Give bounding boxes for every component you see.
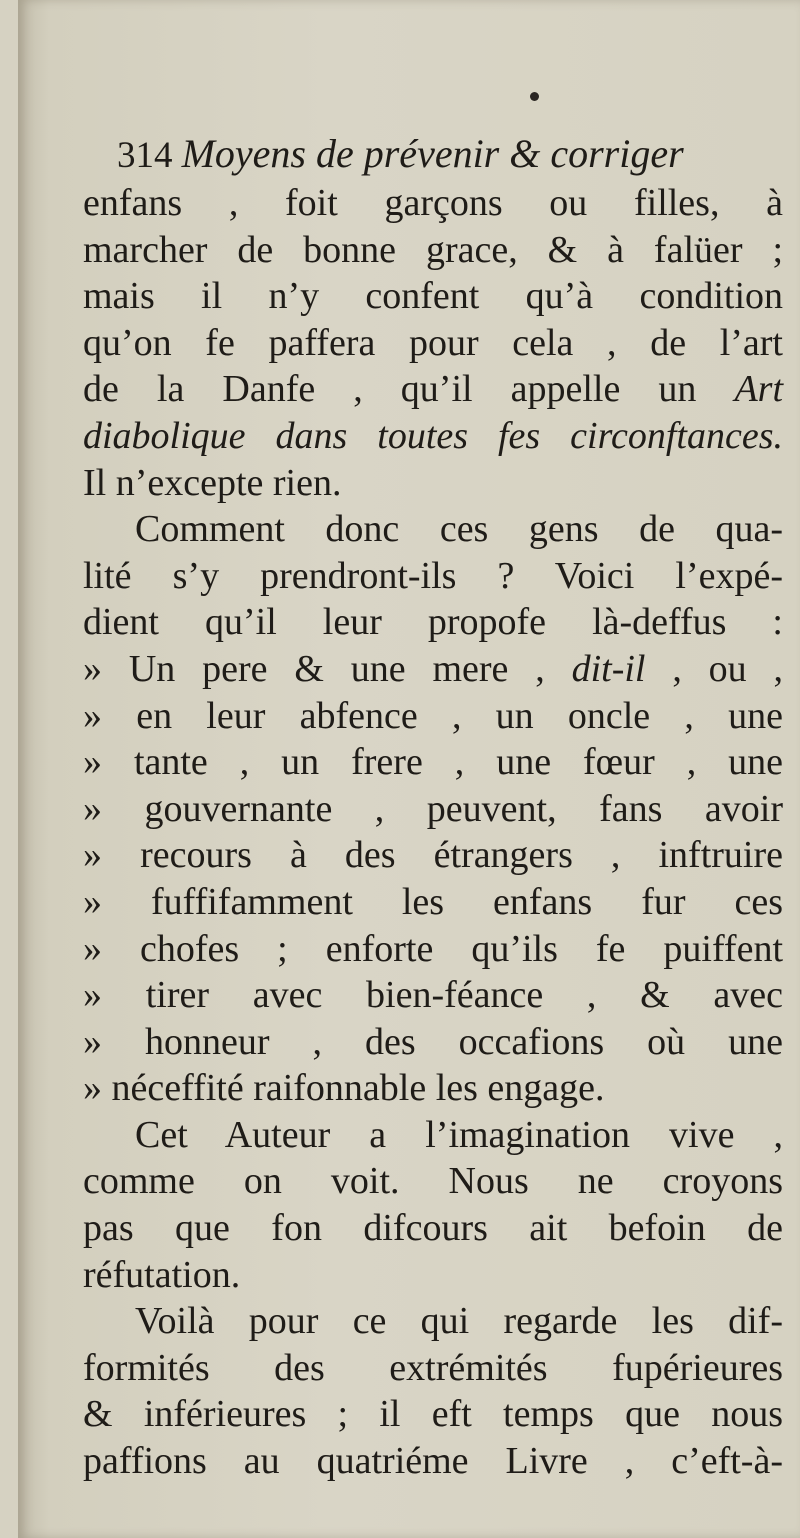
text-line: comme on voit. Nous ne croyons	[83, 1160, 783, 1203]
text-line: qu’on fe paffera pour cela , de l’art	[83, 321, 783, 364]
text-line: diabolique dans toutes fes circonftances.	[83, 414, 783, 457]
paragraph-first-line: Voilà pour ce qui regarde les dif-	[135, 1300, 783, 1343]
quoted-line: » tante , un frere , une fœur , une	[83, 741, 783, 784]
body-text	[83, 180, 783, 1485]
text-line: enfans , foit garçons ou filles, à	[83, 182, 783, 224]
quoted-line: » fuffifamment les enfans fur ces	[83, 880, 783, 923]
text-line: réfutation.	[83, 1253, 241, 1296]
text-line: & inférieures ; il eft temps que nous	[83, 1393, 783, 1436]
quoted-line: » néceffité raifonnable les engage.	[83, 1067, 605, 1110]
quoted-line: » chofes ; enforte qu’ils fe puiffent	[83, 927, 783, 970]
text-line: dient qu’il leur propofe là-deffus :	[83, 601, 783, 644]
quoted-line: » tirer avec bien-féance , & avec	[83, 974, 783, 1017]
quoted-line: » Un pere & une mere , dit-il , ou ,	[83, 647, 784, 690]
text-line: pas que fon difcours ait befoin de	[83, 1207, 783, 1250]
ink-dot	[530, 92, 539, 101]
text-line: mais il n’y confent qu’à condition	[83, 275, 783, 318]
text-line: marcher de bonne grace, & à falüer ;	[83, 228, 783, 271]
text-line: formités des extrémités fupérieures	[83, 1346, 783, 1389]
quoted-line: » recours à des étrangers , inftruire	[83, 834, 783, 877]
page-number: 314	[117, 135, 173, 176]
text-line: paffions au quatriéme Livre , c’eft-à-	[83, 1440, 783, 1483]
running-title: Moyens de prévenir & corriger	[181, 131, 684, 176]
text-line: Il n’excepte rien.	[83, 461, 342, 504]
quoted-line: » en leur abfence , un oncle , une	[83, 694, 783, 737]
paragraph-first-line: Cet Auteur a l’imagination vive ,	[135, 1113, 783, 1156]
quoted-line: » honneur , des occafions où une	[83, 1020, 783, 1063]
quoted-line: » gouvernante , peuvent, fans avoir	[83, 787, 783, 830]
text-line: de la Danfe , qu’il appelle un Art	[83, 368, 783, 411]
text-line: lité s’y prendront-ils ? Voici l’expé-	[83, 554, 783, 597]
paragraph-first-line: Comment donc ces gens de qua-	[135, 508, 783, 551]
